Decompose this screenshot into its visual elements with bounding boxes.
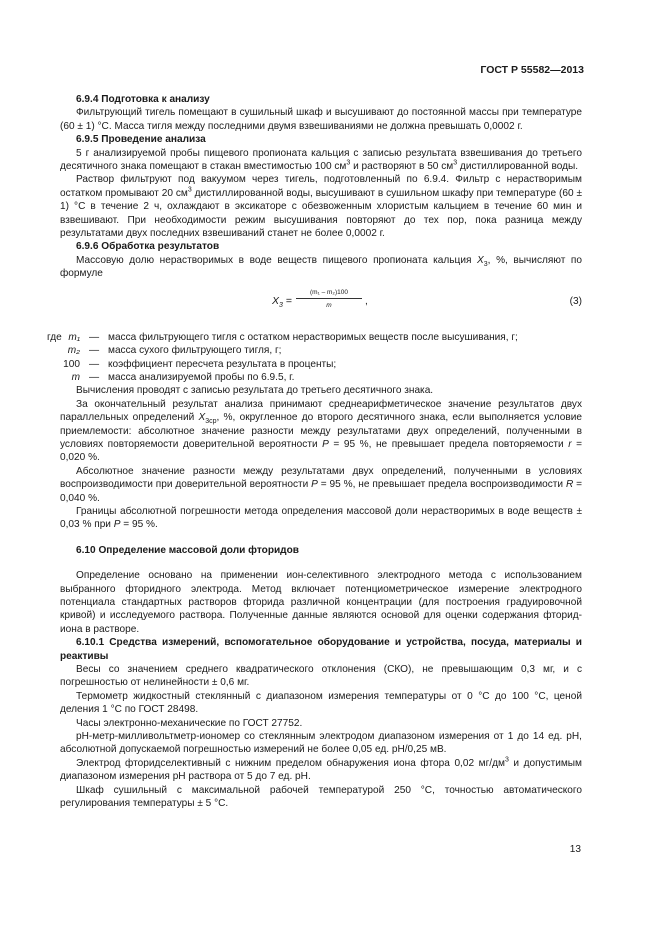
variable-legend: [47, 331, 582, 385]
paragraph: Фильтрующий тигель помещают в сушильный шкаф и высушивают до постоянной массы при температуре (60 ± 1) °С. Масса тигля между последними двумя взвешиваниями не должна превышать 0,0002 г.: [60, 107, 582, 132]
formula-3: $X_3$ = $\frac{\text{(m₁ – m₂)100}}{m}$ , (3): [272, 288, 582, 309]
paragraph: рН-метр-милливольтметр-иономер со стеклянным электродом диапазоном измерения от 1 до 14 ед. рН, абсолютной допускаемой погрешностью измерений не более 0,05 ед. рН/0,25 мВ.: [60, 731, 582, 756]
section-heading-6-9-4: 6.9.4 Подготовка к анализу: [76, 94, 210, 105]
formula-fraction: [296, 288, 362, 310]
legend-row: 100 — коэффициент пересчета результата в проценты;: [63, 358, 337, 370]
paragraph: Вычисления проводят с записью результата до третьего десятичного знака.: [76, 385, 434, 397]
legend-row: m — масса анализируемой пробы по 6.9.5, г.: [71, 371, 295, 383]
paragraph: За окончательный результат анализа принимают среднеарифметическое значение результатов двух параллельных определений $X_{3ср}$, %, округленное до второго десятичного знака, если выполняется условие приемлемости: абсолютное значение разности между результатами двух определений, полученными в условиях повторяемости доверительной вероятности P = 95 %, не превышает предела повторяемости r = 0,020 %.: [60, 398, 583, 464]
document-header: ГОСТ Р 55582—2013: [480, 64, 584, 76]
paragraph: Границы абсолютной погрешности метода определения массовой доли нерастворимых в воде веществ ± 0,03 % при P = 95 %.: [60, 505, 582, 531]
paragraph: Массовую долю нерастворимых в воде веществ пищевого пропионата кальция $X_3$, %, вычисляют по формуле: [60, 254, 582, 280]
paragraph: Весы со значением среднего квадратического отклонения (СКО), не превышающим 0,3 мг, и с погрешностью от нелинейности ± 0,6 мг.: [60, 664, 582, 689]
paragraph: Часы электронно-механические по ГОСТ 27752.: [76, 717, 303, 729]
formula-lhs: $X_3$ =: [272, 294, 292, 309]
paragraph: Определение основано на применении ион-селективного электродного метода с использованием выбранного фторидного электрода. Метод включает потенциометрическое измерение электродного потенциала стандартных растворов фторида различной концентрации (для построения градуировочной кривой) и исследуемого раствора. Полученные данные являются основой для оценки содержания фторид-иона в растворе.: [60, 570, 582, 635]
paragraph: Термометр жидкостный стеклянный с диапазоном измерения температуры от 0 °С до 100 °С, ценой деления 1 °С по ГОСТ 28498.: [60, 690, 582, 716]
formula-number: (3): [569, 295, 582, 307]
paragraph: Электрод фторидселективный с нижним пределом обнаружения иона фтора 0,02 $мг/дм^3$ и допустимым диапазоном измерения рН раствора от 5 до 7 ед. рН.: [60, 756, 582, 783]
section-heading-6-9-6: 6.9.6 Обработка результатов: [76, 241, 220, 253]
section-heading-6-10: 6.10 Определение массовой доли фторидов: [76, 544, 299, 556]
legend-row: m₂ — масса сухого фильтрующего тигля, г;: [67, 345, 282, 357]
paragraph: Абсолютное значение разности между результатами двух определений, полученными в условиях воспроизводимости при доверительной вероятности P = 95 %, не превышает предела воспроизводимости R = 0,040 %.: [60, 465, 583, 504]
legend-row: где m₁ — масса фильтрующего тигля с остатком нерастворимых веществ после высушивания, г;: [47, 331, 518, 343]
section-heading-6-9-5: 6.9.5 Проведение анализа: [76, 134, 206, 146]
formula-denominator: m: [326, 301, 332, 309]
paragraph: 5 г анализируемой пробы пищевого пропионата кальция с записью результата взвешивания до третьего десятичного знака помещают в стакан вместимостью 100 $см^3$ и растворяют в 50 $см^3$ дистиллированной воды.: [60, 147, 582, 173]
paragraph: Шкаф сушильный с максимальной рабочей температурой 250 °С, точностью автоматического регулирования температуры ± 5 °С.: [60, 784, 582, 810]
paragraph: Раствор фильтруют под вакуумом через тигель, подготовленный по 6.9.4. Фильтр с нерастворимым остатком промывают 20 $см^3$ дистиллированной воды, высушивают в сушильном шкафу при температуре (60 ± 1) °С в течение 2 ч, охлаждают в эксикаторе с обезвоженным хлористым кальцием в течение 60 мин и взвешивают. При необходимости режим высушивания повторяют до тех пор, пока разница между результатами двух последних взвешиваний станет не более 0,0002 г.: [60, 174, 582, 240]
formula-numerator: (m₁ – m₂)100: [296, 288, 362, 299]
document-body: [47, 93, 583, 811]
page-number: 13: [569, 844, 581, 855]
section-heading-6-10-1: 6.10.1 Средства измерений, вспомогательное оборудование и устройства, посуда, материалы и реактивы: [60, 637, 582, 662]
